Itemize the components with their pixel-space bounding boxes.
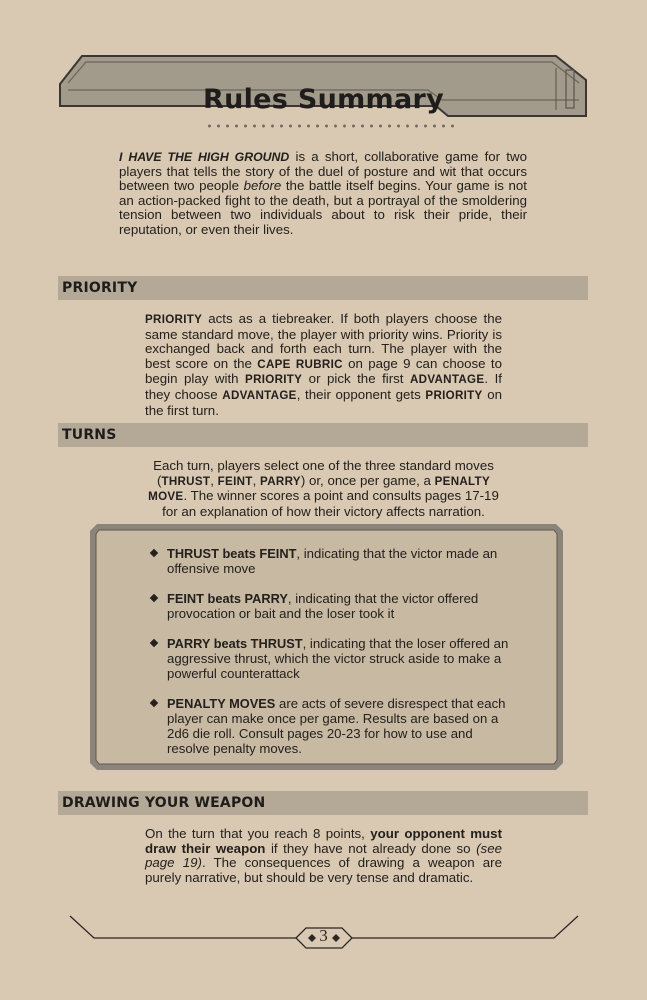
page-title: Rules Summary: [202, 84, 445, 115]
priority-text: on the first turn.: [145, 386, 502, 418]
penalty-move-term: PENALTY MOVE: [148, 474, 490, 504]
priority-text: . If they choose: [145, 371, 502, 402]
turns-separator: ,: [252, 472, 261, 488]
intro-text-end: the battle itself begins. Your game is not an action-packed fight to the death, but a portrayal of the smoldering tension between two individuals about to risk their pride, their reputation, or even their lives.: [119, 178, 527, 237]
weapon-emphasis: your opponent must draw their weapon: [145, 826, 502, 856]
turns-paragraph: [145, 459, 502, 519]
section-bar-priority: [58, 276, 588, 300]
diamond-bullet-icon: [150, 699, 158, 707]
move-description: are acts of severe disrespect that each player can make once per game. Results are based on a 2d6 die roll. Consult pages 20-23 for how to use and resolve penalty moves.: [167, 696, 506, 756]
weapon-text: On the turn that you reach 8 points,: [145, 826, 371, 841]
turns-separator: ,: [210, 472, 218, 488]
move-description: , indicating that the victor made an offensive move: [167, 546, 498, 576]
section-bar-weapon: [58, 791, 588, 815]
game-name: I HAVE THE HIGH GROUND: [119, 150, 290, 164]
priority-term: PRIORITY: [245, 373, 303, 387]
section-heading-weapon: DRAWING YOUR WEAPON: [62, 795, 266, 811]
weapon-text: if they have not already done so: [265, 840, 477, 856]
move-name: PENALTY MOVES: [167, 696, 276, 711]
title-dotted-underline: [205, 124, 457, 128]
turns-text: ) or, once per game, a: [300, 472, 435, 488]
priority-text: acts as a tiebreaker. If both players choose the same standard move, the player with priority wins. Priority is exchanged back and forth each turn. The player with the best score on the: [145, 311, 502, 371]
turns-text: . The winner scores a point and consults pages 17-19 for an explanation of how their victory affects narration.: [162, 488, 499, 519]
page-number: 3: [319, 926, 328, 945]
priority-paragraph: [145, 312, 502, 418]
priority-text: or pick the first: [302, 371, 410, 387]
priority-term: PRIORITY: [425, 388, 483, 402]
thrust-term: THRUST: [161, 474, 211, 488]
section-bar-turns: [58, 423, 588, 447]
priority-text: , their opponent gets: [296, 386, 426, 402]
list-item: [150, 696, 510, 756]
advantage-term: ADVANTAGE: [409, 373, 485, 387]
diamond-bullet-icon: [150, 639, 158, 647]
list-item: [150, 591, 510, 621]
intro-paragraph: [119, 150, 527, 238]
diamond-bullet-icon: [150, 594, 158, 602]
priority-term: PRIORITY: [145, 313, 203, 326]
move-description: , indicating that the victor offered provocation or bait and the loser took it: [167, 591, 479, 621]
move-name: PARRY beats THRUST: [167, 636, 303, 651]
priority-text: on page 9 can choose to begin play with: [145, 355, 502, 387]
intro-text: is a short, collaborative game for two players that tells the story of the duel of posture and wit that occurs between two people: [119, 149, 527, 194]
feint-term: FEINT: [217, 474, 253, 488]
parry-term: PARRY: [260, 474, 301, 488]
move-name: THRUST beats FEINT: [167, 546, 297, 561]
list-item: [150, 546, 510, 576]
advantage-term: ADVANTAGE: [222, 388, 297, 402]
section-heading-priority: PRIORITY: [62, 280, 138, 296]
weapon-text: . The consequences of drawing a weapon are purely narrative, but should be very tense and dramatic.: [145, 855, 502, 885]
turns-text: Each turn, players select one of the three standard moves (: [153, 458, 494, 488]
intro-emphasis: before: [243, 178, 282, 194]
weapon-paragraph: [145, 827, 502, 885]
move-description: , indicating that the loser offered an aggressive thrust, which the victor struck aside to make a powerful counterattack: [167, 636, 509, 681]
weapon-page-reference: (see page 19): [145, 840, 502, 871]
move-name: FEINT beats PARRY: [167, 591, 288, 606]
list-item: [150, 636, 510, 681]
cape-rubric-term: CAPE RUBRIC: [257, 357, 343, 371]
section-heading-turns: TURNS: [62, 427, 117, 443]
moves-list: [150, 546, 510, 771]
diamond-bullet-icon: [150, 549, 158, 557]
